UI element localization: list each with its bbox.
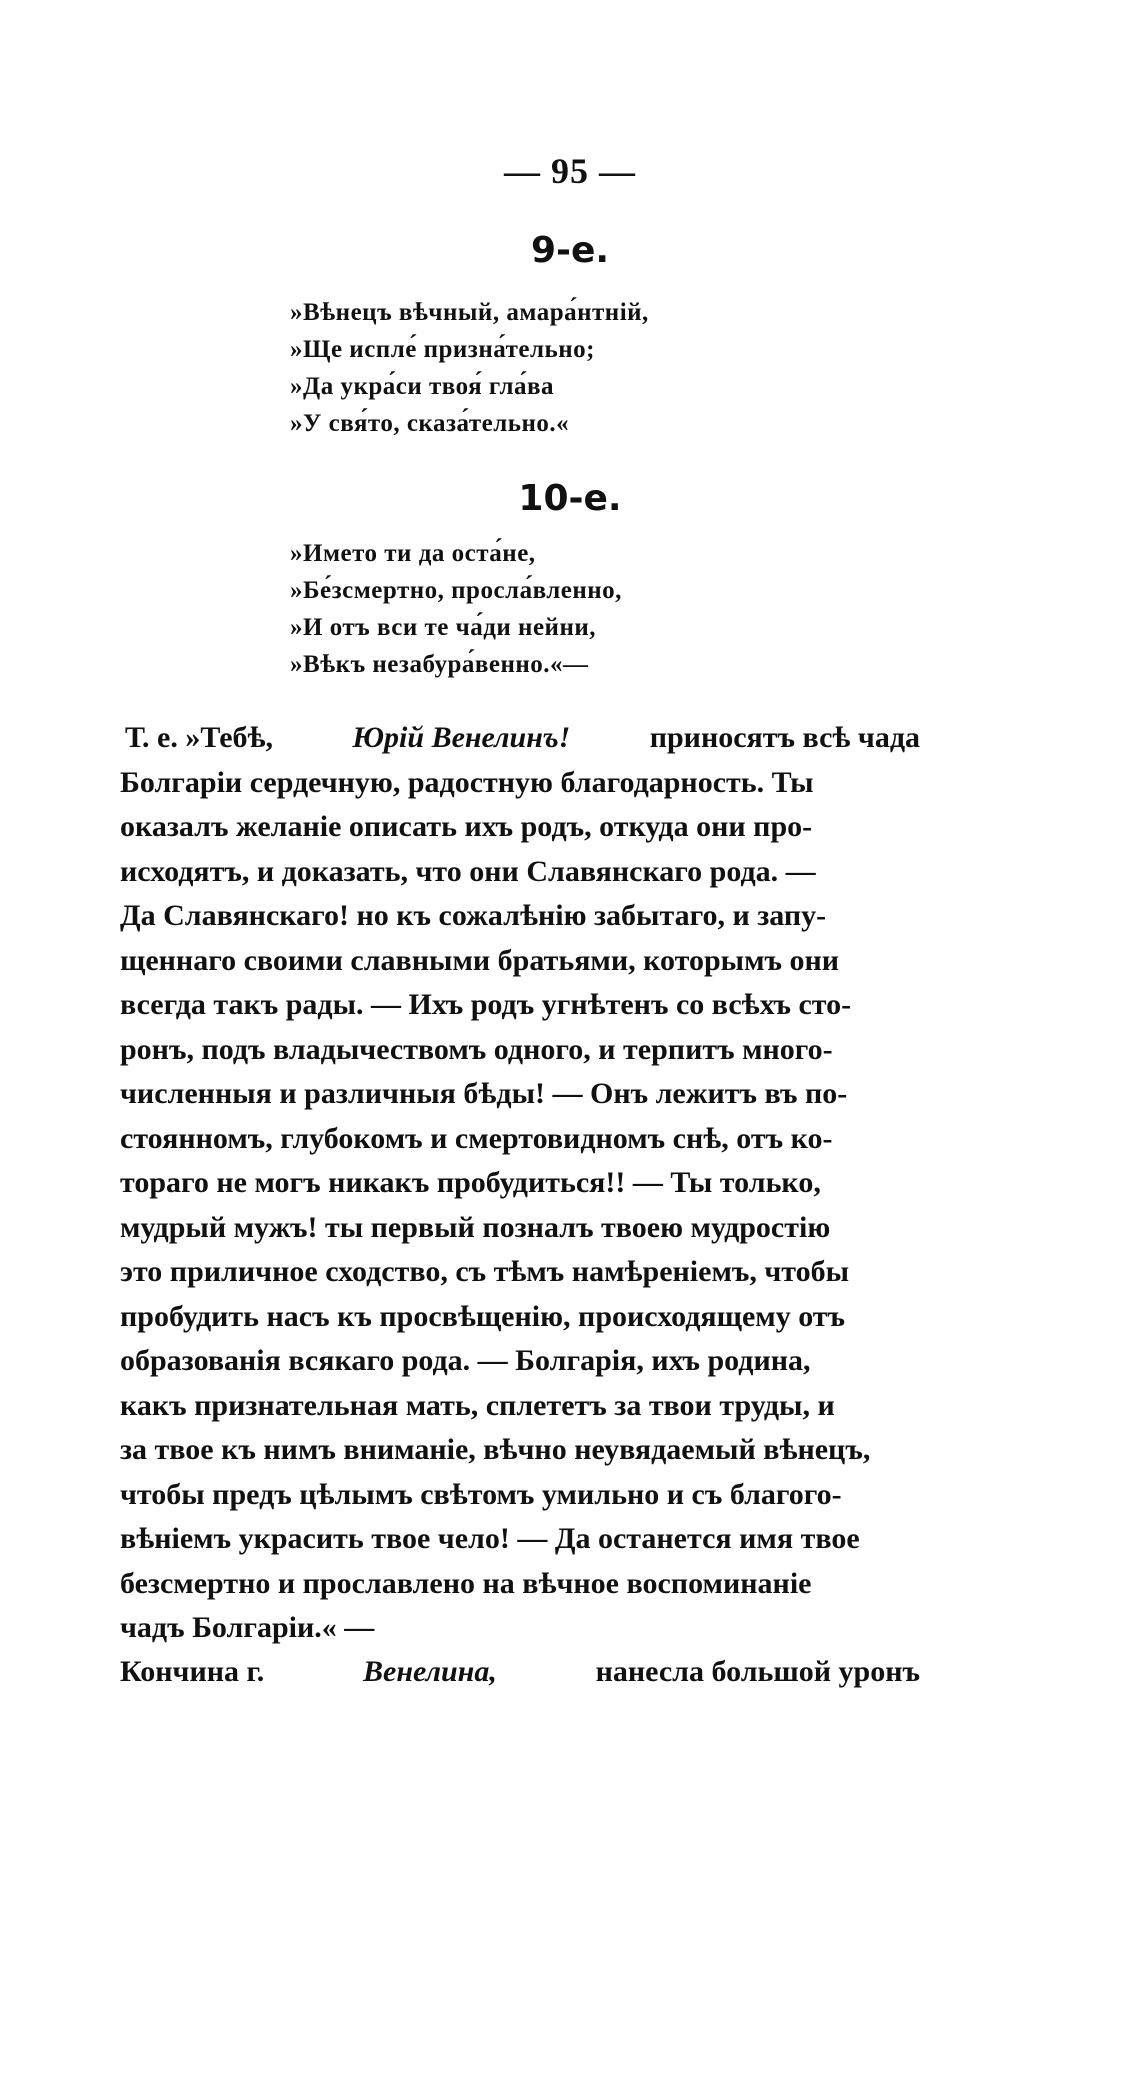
paragraph-line: щеннаго своими славными братьями, которымъ они (120, 943, 840, 977)
stanza-9-line: »Да укра́си твоя́ гла́ва (290, 373, 555, 400)
closing-line (120, 1655, 920, 1689)
stanza-10-heading: 10-е. (518, 478, 622, 519)
paragraph-line: безсмертно и прославлено на вѣчное воспоминанiе (120, 1566, 812, 1600)
stanza-10-line: »Вѣкъ незабура́венно.«— (290, 651, 589, 678)
translation-paragraph (120, 716, 920, 1651)
paragraph-line: стоянномъ, глубокомъ и смертовидномъ снѣ, отъ ко- (120, 1121, 833, 1155)
stanza-10-line: »Името ти да оста́не, (290, 540, 536, 567)
paragraph-line: это приличное сходство, съ тѣмъ намѣренiемъ, чтобы (120, 1255, 850, 1288)
paragraph-line: мудрый мужъ! ты первый позналъ твоею мудростiю (120, 1210, 831, 1244)
stanza-10 (290, 535, 622, 683)
stanza-10-line: »И отъ вси те ча́ди нейни, (290, 614, 597, 641)
paragraph-line: Да Славянскаго! но къ сожалѣнiю забытаго, и запу- (120, 899, 827, 932)
paragraph-line: какъ признательная мать, сплететъ за твои труды, и (120, 1388, 835, 1422)
paragraph-line: образованiя всякаго рода. — Болгарiя, ихъ родина, (120, 1344, 811, 1377)
paragraph-line: всегда такъ рады. — Ихъ родъ угнѣтенъ со всѣхъ сто- (120, 988, 852, 1021)
paragraph-name: Юрiй Венелинъ! (352, 721, 571, 754)
paragraph-line: чадъ Болгарiи.« — (120, 1611, 375, 1644)
paragraph-line: пробудить насъ къ просвѣщенiю, происходящему отъ (120, 1299, 846, 1333)
closing-name: Венелина, (363, 1655, 497, 1688)
paragraph-line: за твое къ нимъ вниманiе, вѣчно неувядаемый вѣнецъ, (120, 1433, 871, 1466)
paragraph-line: тораго не могъ никакъ пробудиться!! — Ты только, (120, 1166, 821, 1199)
stanza-9-line: »Ще испле́ призна́тельно; (290, 336, 595, 363)
closing-prefix: Кончина г. (120, 1655, 265, 1688)
stanza-9-heading: 9-е. (530, 230, 610, 271)
paragraph-line: чтобы предъ цѣлымъ свѣтомъ умильно и съ благого- (120, 1477, 842, 1511)
paragraph-line: исходятъ, и доказать, что они Славянскаго рода. — (120, 854, 816, 888)
paragraph-line: вѣнiемъ украсить твое чело! — Да останется имя твое (120, 1522, 860, 1555)
paragraph-line (120, 716, 920, 761)
paragraph-text: Т. е. »Тебѣ, (125, 721, 274, 754)
stanza-9-line: »У свя́то, сказа́тельно.« (290, 410, 570, 437)
paragraph-text: приносятъ всѣ чада (649, 721, 920, 754)
paragraph-line: Болгарiи сердечную, радостную благодарность. Ты (120, 765, 814, 799)
paragraph-line: численныя и различныя бѣды! — Онъ лежитъ въ по- (120, 1077, 848, 1110)
page-number: — 95 — (504, 151, 636, 191)
stanza-9 (290, 294, 649, 442)
stanza-9-line: »Вѣнецъ вѣчный, амара́нтнiй, (290, 299, 649, 326)
paragraph-line: ронъ, подъ владычествомъ одного, и терпитъ много- (120, 1032, 833, 1066)
stanza-10-line: »Бе́зсмертно, просла́вленно, (290, 577, 622, 604)
paragraph-line: оказалъ желанiе описать ихъ родъ, откуда они про- (120, 810, 813, 843)
closing-suffix: нанесла большой уронъ (595, 1655, 920, 1688)
